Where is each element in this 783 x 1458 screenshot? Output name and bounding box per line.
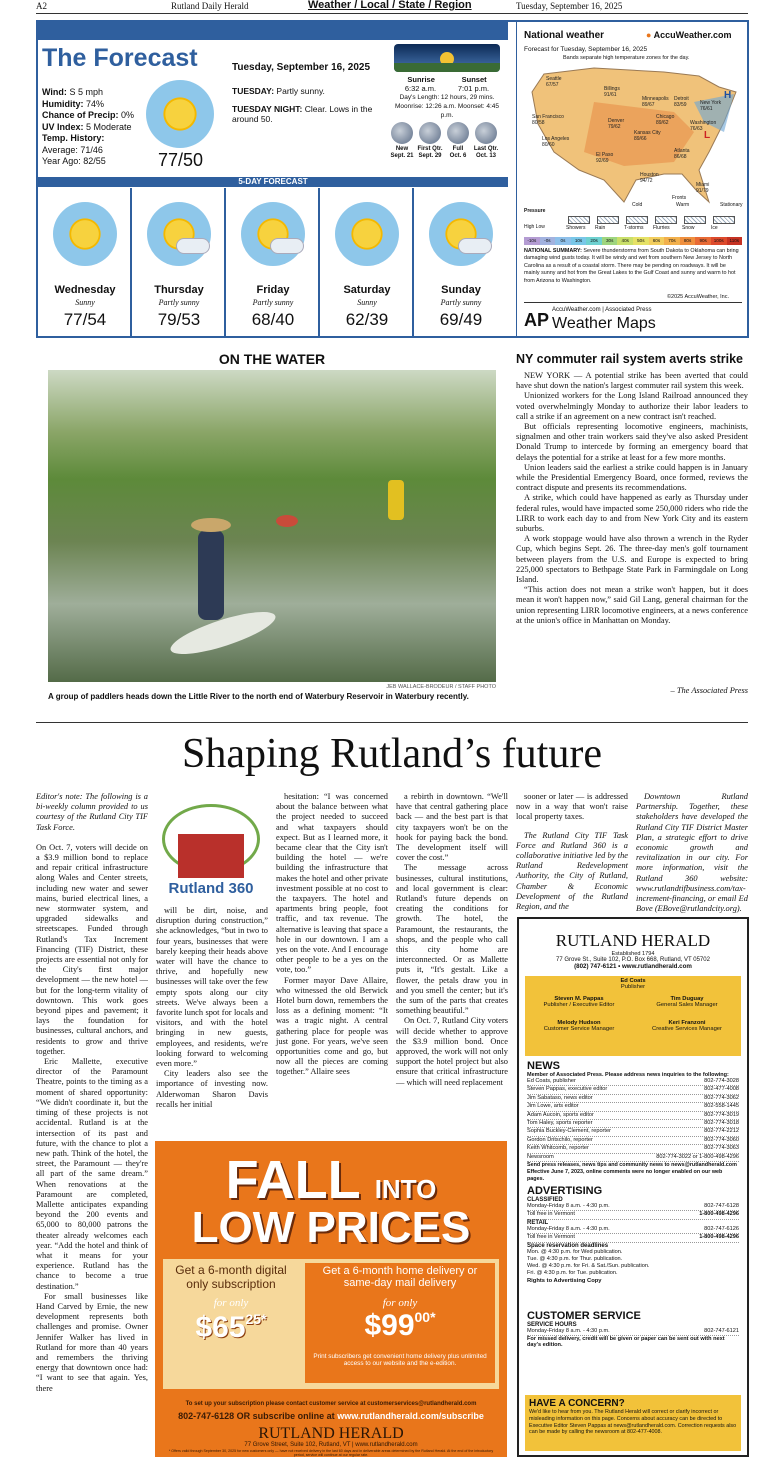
- feature-headline: Shaping Rutland’s future: [182, 731, 602, 777]
- forecast-title: The Forecast: [42, 44, 198, 72]
- city-label: Kansas City: [634, 130, 661, 136]
- national-title: National weather: [524, 30, 605, 41]
- city-label: Seattle: [546, 76, 562, 82]
- city-label: Atlanta: [674, 148, 690, 154]
- paragraph: NEW YORK — A potential strike has been averted that could have shut down the nation's largest commuter rail system this week.: [516, 371, 748, 391]
- contact-row: Sophia Buckley-Clement, reporter 802-774-2212: [527, 1128, 739, 1136]
- cloud-icon: [458, 238, 492, 254]
- temp-band: 40s: [617, 237, 633, 245]
- city-label: Washington: [690, 120, 717, 126]
- moon-icon: [391, 122, 413, 144]
- humidity-value: 74%: [86, 98, 105, 109]
- day-forecast: Wednesday Sunny 77/54: [38, 188, 132, 336]
- photo-headline: ON THE WATER: [218, 351, 326, 367]
- contact-row: Tom Haley, sports reporter 802-774-3018: [527, 1120, 739, 1128]
- paragraph: On Oct. 7, Rutland City voters will decide whether to approve the $3.9 million bond. Once approved, the work will not only support the hotel project but also ensure that critical infrastructure — which will need replacement: [396, 1016, 508, 1087]
- five-day-label: 5-DAY FORECAST: [38, 177, 508, 187]
- subscription-ad[interactable]: FALL INTO LOW PRICES Get a 6-month digital only subscription for only $\$65^{25*}$ Get a 6-month home delivery or same-day mail delivery for only $\$99^{00*}$ Print subscribers get convenient home delivery plus unlimited access to our website and the e-edition. To set up your subscription please contact customer service at customerservices@rutlandherald.com 802-747-6128 OR subscribe online at www.rutlandherald.com/subscribe RUTLAND HERALD 77 Grove Street, Suite 102, Rutland, VT | www.rutlandherald.com * Offers valid through September 30, 2025 for new customers only — have not received delivery in the last 60 days and in deliverable areas determined by the Rutland Herald. At the end of the introductory period, service will continue at our regular rate.: [155, 1141, 507, 1457]
- paragraph: will be dirt, noise, and disruption during construction,” she acknowledges, “but in two to four years, businesses that were barely keeping their heads above water will have the chance to thrive, and hopefully new businesses will take over the few empty spots along our city streets. We've always been a favorite lunch spot for locals and visitors, and with the hotel bringing in new guests, employees, and residents, we're looking forward to welcoming even more.”: [156, 906, 268, 1069]
- national-subtitle: Forecast for Tuesday, September 16, 2025: [524, 46, 648, 53]
- accuweather-icon: ●: [646, 30, 652, 40]
- city-label: New York: [700, 100, 722, 106]
- staff-member: Keri Franzoni Creative Services Manager: [652, 1020, 722, 1032]
- day-forecast: Thursday Partly sunny 79/53: [132, 188, 226, 336]
- high-pressure-icon: H: [724, 90, 732, 101]
- temp-band: -10s: [524, 237, 540, 245]
- feature-column-4: [396, 792, 508, 1088]
- city-temp: 92/69: [596, 158, 609, 164]
- forecast-top-bar: [38, 22, 508, 40]
- tuesday-forecast: TUESDAY: Partly sunny.: [232, 86, 325, 96]
- feature-column-1: [36, 792, 148, 1456]
- temp-band: 50s: [633, 237, 649, 245]
- moon-phase: First Qtr. Sept. 29: [416, 120, 444, 160]
- precip-value: 0%: [121, 110, 135, 120]
- rutland-360-logo: Rutland 360: [156, 796, 266, 906]
- temp-band: 90s: [695, 237, 711, 245]
- contact-row: Adam Aucoin, sports editor 802-774-3019: [527, 1112, 739, 1120]
- section-name: Weather / Local / State / Region: [308, 0, 472, 11]
- ad-headline-2: LOW PRICES: [191, 1203, 471, 1252]
- temp-band: 100s: [711, 237, 727, 245]
- contact-row: Steven Pappas, executive editor 802-477-4008: [527, 1086, 739, 1094]
- paragraph: Downtown Rutland Partnership. Together, these stakeholders have developed the Rutland City TIF District Master Plan, a strategic effort to drive economic growth and revitalization in our city. For more information, visit the Rutland 360 website: www.rutlandtifbusiness.com/tax-increment-financing, or email Ed Bove (EBove@rutlandcity.org).: [636, 792, 748, 914]
- contact-row: Gordon Dritschilo, reporter 802-774-3060: [527, 1137, 739, 1145]
- rail-byline: – The Associated Press: [670, 686, 748, 695]
- staff-box: RUTLAND HERALD Established 1794 77 Grove St., Suite 102, P.O. Box 668, Rutland, VT 05702 (802) 747-6121 • www.rutlandherald.com Ed Coats Publisher Steven M. Pappas Publisher / Executive Editor Tim Duguay General Sales Manager Melody Hudson Customer Service Manager Keri Franzoni Creative Services Manager NEWS Member of Associated Press. Please address news inquiries to the following: Ed Coats, publisher 802-774-3028 Steven Pappas, executive editor 802-477-4008 Jim Sabataso, news editor 802-774-3062 Jim Lowe, arts editor 802-558-1445 Adam Aucoin, sports editor 802-774-3019 Tom Haley, sports reporter 802-774-3018 Sophia Buckley-Clement, reporter 802-774-2212 Gordon Dritschilo, reporter 802-774-3060 Keith Whitcomb, reporter 802-774-3063 Newsroom 802-774-3022 or 1-800-498-4296 Send press releases, news tips and community news to news@rutlandherald.com Effective June 7, 2023, online comments were no longer enabled on our web pages. ADVERTISING CLASSIFIED Monday-Friday 8 a.m. - 4:30 p.m. 802-747-6128 Toll free in Vermont 1-800-498-4296 RETAIL Monday-Friday 8 a.m. - 4:30 p.m. 802-747-6126 Toll free in Vermont 1-800-498-4296 Space reservation deadlines Mon. @ 4:30 p.m. for Wed publication. Tue. @ 4:30 p.m. for Thur. publication. Wed. @ 4:30 p.m. for Fri. & Sat./Sun. publication. Fri. @ 4:30 p.m. for Tue. publication. Rights to Advertising Copy CUSTOMER SERVICE SERVICE HOURS Monday-Friday 8 a.m. - 4:30 p.m. 802-747-6121 For missed delivery, credit will be given or paper can be sent out with next day's edition. HAVE A CONCERN? We'd like to hear from you. The Rutland Herald will correct or clarify incorrect or misleading information on this page. Concerns about accuracy can be directed to Executive Editor Steven Pappas at news@rutlandherald.com. Correction requests also can be made by calling the newsroom at 802-477-4008.: [517, 917, 749, 1457]
- paragraph: sooner or later — is addressed now in a way that won't raise local property taxes.: [516, 792, 628, 822]
- city-label: El Paso: [596, 152, 614, 158]
- temp-band: 110s: [727, 237, 743, 245]
- ad-logo: RUTLAND HERALD: [258, 1425, 404, 1442]
- tuesday-night-forecast: TUESDAY NIGHT: Clear. Lows in the around 50.: [232, 104, 373, 124]
- city-temp: 76/63: [690, 126, 703, 132]
- paragraph: a rebirth in downtown. “We'll have that central gathering place back — and the best part is that city taxpayers won't be on the hook for paying back the bond. The development itself will cover the cost.”: [396, 792, 508, 863]
- paragraph: For small businesses like Hand Carved by Ernie, the new development represents both challenges and promise. Owner Jennifer Walker has lived in Rutland for more than 40 years and remembers the thriving energy that downtown once had: “I want to see that again. Yes, there: [36, 1291, 148, 1393]
- city-temp: 89/66: [634, 136, 647, 142]
- copyright: ©2025 AccuWeather, Inc.: [666, 294, 729, 300]
- paragraph: Eric Mallette, executive director of the Paramount Theatre, points to the timing as a moment of shared opportunity: “We didn't coordinate it, but the timing of these projects is not accidental. Rutland is at the intersection of its past and future, with the chance to plot a new path. Think of the hotel, the street, the Paramount — they're all part of the same dream.” When renovations at the Paramount are completed, Mallette anticipates expanding beyond the 200 events and 65,000 to 80,000 patrons the theater already welcomes each year. “Add the hotel and think of what it means for your experience. Rutland has the chance to become a true destination.”: [36, 1057, 148, 1291]
- accuweather-brand: ● AccuWeather.com: [646, 30, 732, 40]
- day-length: Day's Length: 12 hours, 29 mins.: [399, 94, 495, 101]
- cloud-icon: [270, 238, 304, 254]
- city-temp: 89/67: [642, 102, 655, 108]
- masthead-date: Tuesday, September 16, 2025: [516, 1, 623, 11]
- concern-box: HAVE A CONCERN? We'd like to hear from you. The Rutland Herald will correct or clarify incorrect or misleading information on this page. Concerns about accuracy can be directed to Executive Editor Steven Pappas at news@rutlandherald.com. Correction requests also can be made by calling the newsroom at 802-477-4008.: [525, 1395, 741, 1451]
- precip-swatch: [655, 216, 677, 224]
- paragraph: Union leaders said the earliest a strike could happen is in January while the Presidential Emergency Board, once formed, reviews the contract dispute and presents its recommendations.: [516, 462, 748, 493]
- rail-headline: NY commuter rail system averts strike: [516, 352, 743, 366]
- weather-icon: [147, 202, 211, 266]
- us-map: [524, 62, 742, 210]
- precip-swatch: [626, 216, 648, 224]
- divider: [516, 22, 517, 336]
- paragraph: The Rutland City TIF Task Force and Rutland 360 is a collaborative initiative led by the Rutland Redevelopment Authority, the City of Rutland, Chamber & Economic Development of the Rutland Region, and the: [516, 830, 628, 912]
- subscribe-link[interactable]: www.rutlandherald.com/subscribe: [337, 1411, 484, 1421]
- year-ago-temp: Year Ago: 82/55: [42, 156, 106, 166]
- city-temp: 89/62: [656, 120, 669, 126]
- staff-logo: RUTLAND HERALD: [555, 931, 711, 950]
- city-temp: 76/61: [700, 106, 713, 112]
- weather-icon: [53, 202, 117, 266]
- city-label: Houston: [640, 172, 659, 178]
- feature-column-3: [276, 792, 388, 1078]
- precip-swatch: [684, 216, 706, 224]
- paragraph: Unionized workers for the Long Island Railroad announced they voted overwhelmingly Monday to authorize their labor leaders to call a strike if an agreement on a new contract isn't reached.: [516, 391, 748, 421]
- city-temp: 80/58: [532, 120, 545, 126]
- city-temp: 79/62: [608, 124, 621, 130]
- sunset-time: 7:01 p.m.: [457, 84, 490, 93]
- average-temp: Average: 71/46: [42, 144, 103, 155]
- feature-column-2: [156, 906, 268, 1110]
- staff-member: Melody Hudson Customer Service Manager: [543, 1020, 615, 1032]
- temp-band: -0s: [540, 237, 556, 245]
- city-temp: 94/72: [640, 178, 653, 184]
- feature-column-6: [636, 792, 748, 914]
- city-label: San Francisco: [532, 114, 564, 120]
- temp-band: 80s: [680, 237, 696, 245]
- city-label: Minneapolis: [642, 96, 669, 102]
- moon-phase: Full Oct. 6: [444, 120, 472, 160]
- moon-icon: [419, 122, 441, 144]
- sunrise-time: 6:32 a.m.: [404, 84, 437, 93]
- ap-logo: AP: [524, 310, 550, 330]
- paragraph: “This action does not mean a strike won't happen, but it does mean it won't happen now,” said Gil Lang, general chairman for the union representing LIRR locomotive engineers, at a news conference at the union's office in Manhattan on Monday.: [516, 585, 748, 625]
- forecast-date: Tuesday, September 16, 2025: [232, 62, 371, 73]
- feature-column-5: [516, 792, 628, 912]
- temp-band: 10s: [571, 237, 587, 245]
- photo-caption: A group of paddlers heads down the Little River to the north end of Waterbury Reservoir in Waterbury recently.: [48, 692, 469, 701]
- delivery-price: $\$99^{00*}$: [364, 1309, 436, 1342]
- weather-maps: Weather Maps: [552, 315, 656, 332]
- contact-row: Keith Whitcomb, reporter 802-774-3063: [527, 1145, 739, 1153]
- low-pressure-icon: L: [704, 130, 711, 141]
- conditions-list: Wind: S 5 mph Humidity: 74% Chance of Precip: 0% UV Index: 5 Moderate Temp. History: Average: 71/46 Year Ago: 82/55: [42, 87, 135, 166]
- temp-band: 30s: [602, 237, 618, 245]
- moon-phases: [388, 120, 504, 172]
- moon-phase: Last Qtr. Oct. 13: [472, 120, 500, 160]
- city-label: Billings: [604, 86, 620, 92]
- paddlers-photo: [48, 370, 496, 682]
- paragraph: But officials representing locomotive engineers, machinists, signalmen and other train workers said they've also asked President Donald Trump to intercede by forming an emergency board that delays the potential for a strike at least for a few more months.: [516, 422, 748, 462]
- paragraph: hesitation: “I was concerned about the balance between what the project needed to succeed and what taxpayers should expect. But as I learned more, it became clear that the City isn't building the hotel — we're building the infrastructure that makes the hotel and other private investment possible at no cost to the taxpayers. The hotel and apartments bring people, foot traffic, and tax revenue. The alternative is leaving that space a hole in our downtown. I am a yes on the vote. And I encourage other people to be a yes on the vote, too.”: [276, 792, 388, 975]
- city-label: Los Angeles: [542, 136, 570, 142]
- paragraph: Editor's note: The following is a bi-weekly column provided to us courtesy of the Rutland City TIF Task Force.: [36, 792, 148, 832]
- page-number: A2: [36, 1, 47, 11]
- moon-icon: [447, 122, 469, 144]
- moon-times: Moonrise: 12:26 a.m. Moonset: 4:45 p.m.: [394, 103, 500, 119]
- city-temp: 86/68: [674, 154, 687, 160]
- temp-band: 0s: [555, 237, 571, 245]
- staff-listing: [525, 976, 741, 1056]
- temp-band: 70s: [664, 237, 680, 245]
- photo-credit: JEB WALLACE-BRODEUR / STAFF PHOTO: [386, 684, 496, 690]
- paragraph: On Oct. 7, voters will decide on a $3.9 million bond to replace and repair critical infrastructure along Wales and Center streets, including new water and sewer mains, buried electrical lines, a new stormwater system, and upgraded sidewalks and streetscapes. Funded through Rutland's Tax Increment Financing (TIF) District, these projects are essential not only for the City's first major development — the new hotel — but for the long-term vitality of downtown. This work goes beyond pipes and pavement; it lays the foundation for businesses, cultural anchors, and residents to grow and thrive together.: [36, 842, 148, 1056]
- ad-headline-1: FALL INTO: [225, 1150, 437, 1210]
- precip-swatch: [713, 216, 735, 224]
- city-temp: 91/79: [696, 188, 709, 194]
- sun-icon: [146, 80, 214, 148]
- paragraph: A work stoppage would have also thrown a wrench in the Ryder Cup, which begins Sept. 26. The three-day men's golf tournament between players from the U.S. and Europe is expected to bring 225,000 spectators to Bethpage State Park in Farmingdale on Long Island.: [516, 534, 748, 585]
- day-forecast: Friday Partly sunny 68/40: [226, 188, 320, 336]
- paragraph: City leaders also see the importance of investing now. Alderwoman Sharon Davis recalls her initial: [156, 1069, 268, 1109]
- map-legend: Pressure High Low Showers Rain T-storms Flurries Snow Ice Fronts Cold Warm Stationary: [524, 195, 743, 231]
- contact-row: Newsroom 802-774-3022 or 1-800-498-4296: [527, 1154, 739, 1162]
- rail-story: [516, 371, 748, 626]
- city-temp: 67/57: [546, 82, 559, 88]
- city-temp: 91/61: [604, 92, 617, 98]
- delivery-offer: Get a 6-month home delivery or same-day mail delivery: [322, 1265, 478, 1289]
- moon-icon: [475, 122, 497, 144]
- city-temp: 83/59: [674, 102, 687, 108]
- today-temp: 77/50: [158, 150, 204, 170]
- city-label: Miami: [696, 182, 710, 188]
- contact-row: Ed Coats, publisher 802-774-3028: [527, 1078, 739, 1086]
- moon-phase: New Sept. 21: [388, 120, 416, 160]
- staff-member: Tim Duguay General Sales Manager: [656, 996, 718, 1008]
- digital-offer: Get a 6-month digital only subscription: [175, 1263, 287, 1291]
- temp-band: 60s: [649, 237, 665, 245]
- city-temp: 80/60: [542, 142, 555, 148]
- weather-icon: [335, 202, 399, 266]
- sunrise-graphic: [394, 44, 500, 72]
- paragraph: Former mayor Dave Allaire, who witnessed the old Berwick Hotel burn down, remembers the loss as a defining moment: “It was a tragic night. A central gathering place for people was just gone. For years, we've seen opportunities come and go, but now all the pieces are coming together.” Allaire sees: [276, 975, 388, 1077]
- masthead: [36, 0, 748, 14]
- day-forecast: Saturday Sunny 62/39: [320, 188, 414, 336]
- staff-member: Ed Coats Publisher: [620, 978, 646, 990]
- contact-row: Jim Lowe, arts editor 802-558-1445: [527, 1103, 739, 1111]
- city-label: Chicago: [656, 114, 675, 120]
- city-label: Denver: [608, 118, 625, 124]
- news-section: NEWS Member of Associated Press. Please address news inquiries to the following: Ed Coats, publisher 802-774-3028 Steven Pappas, executive editor 802-477-4008 Jim Sabataso, news editor 802-774-3062 Jim Lowe, arts editor 802-558-1445 Adam Aucoin, sports editor 802-774-3019 Tom Haley, sports reporter 802-774-3018 Sophia Buckley-Clement, reporter 802-774-2212 Gordon Dritschilo, reporter 802-774-3060 Keith Whitcomb, reporter 802-774-3063 Newsroom 802-774-3022 or 1-800-498-4296 Send press releases, news tips and community news to news@rutlandherald.com Effective June 7, 2023, online comments were no longer enabled on our web pages. ADVERTISING CLASSIFIED Monday-Friday 8 a.m. - 4:30 p.m. 802-747-6128 Toll free in Vermont 1-800-498-4296 RETAIL Monday-Friday 8 a.m. - 4:30 p.m. 802-747-6126 Toll free in Vermont 1-800-498-4296 Space reservation deadlines Mon. @ 4:30 p.m. for Wed publication. Tue. @ 4:30 p.m. for Thur. publication. Wed. @ 4:30 p.m. for Fri. & Sat./Sun. publication. Fri. @ 4:30 p.m. for Tue. publication. Rights to Advertising Copy CUSTOMER SERVICE SERVICE HOURS Monday-Friday 8 a.m. - 4:30 p.m. 802-747-6121 For missed delivery, credit will be given or paper can be sent out with next day's edition.: [527, 1060, 739, 1348]
- staff-member: Steven M. Pappas Publisher / Executive Editor: [543, 996, 615, 1008]
- sun-times: Sunrise Sunset 6:32 a.m. 7:01 p.m. Day's Length: 12 hours, 29 mins. Moonrise: 12:26 a.m. Moonset: 4:45 p.m.: [394, 75, 500, 119]
- precip-swatch: [597, 216, 619, 224]
- paragraph: The message across businesses, cultural institutions, and local government is clear: Rutland's future depends on creating the conditions for growth. The hotel, the Paramount, the restaurants, the shops, and the people who call this city home are interconnected. Or as Mallette puts it, “It's gestalt. Like a flower, the petals draw you in and you smell the center; but it's the sum of the parts that creates something beautiful.”: [396, 863, 508, 1016]
- paddler: [198, 530, 224, 620]
- national-summary: NATIONAL SUMMARY: Severe thunderstorms from South Dakota to Oklahoma can bring damaging wind gusts today. It will be windy and wet from southern New Jersey to North Carolina as a result of a coastal storm. There may be pending on roadways. It will be mainly sunny and hot from the Great Lakes to the Gulf Coast and sunny and warm to hot from Arizona to Washington.: [524, 248, 739, 284]
- temperature-scale: [524, 237, 742, 245]
- digital-price: $\$65^{25*}$: [195, 1311, 267, 1344]
- weather-icon: [241, 202, 305, 266]
- national-caption: Bands separate high temperature zones for the day.: [563, 55, 690, 61]
- precip-swatch: [568, 216, 590, 224]
- uv-value: 5 Moderate: [86, 121, 132, 132]
- weather-icon: [429, 202, 493, 266]
- paragraph: A strike, which could have happened as early as Thursday under federal rules, would have impacted some 250,000 riders who ride the LIRR to work each day to and from New York City and its eastern suburbs.: [516, 493, 748, 534]
- paper-name: Rutland Daily Herald: [171, 1, 249, 11]
- cloud-icon: [176, 238, 210, 254]
- temp-band: 20s: [586, 237, 602, 245]
- city-label: Detroit: [674, 96, 689, 102]
- day-forecast: Sunday Partly sunny 69/49: [414, 188, 508, 336]
- contact-row: Jim Sabataso, news editor 802-774-3062: [527, 1095, 739, 1103]
- wind-value: S 5 mph: [69, 87, 103, 97]
- ap-credit: AccuWeather.com | Associated Press: [552, 307, 652, 313]
